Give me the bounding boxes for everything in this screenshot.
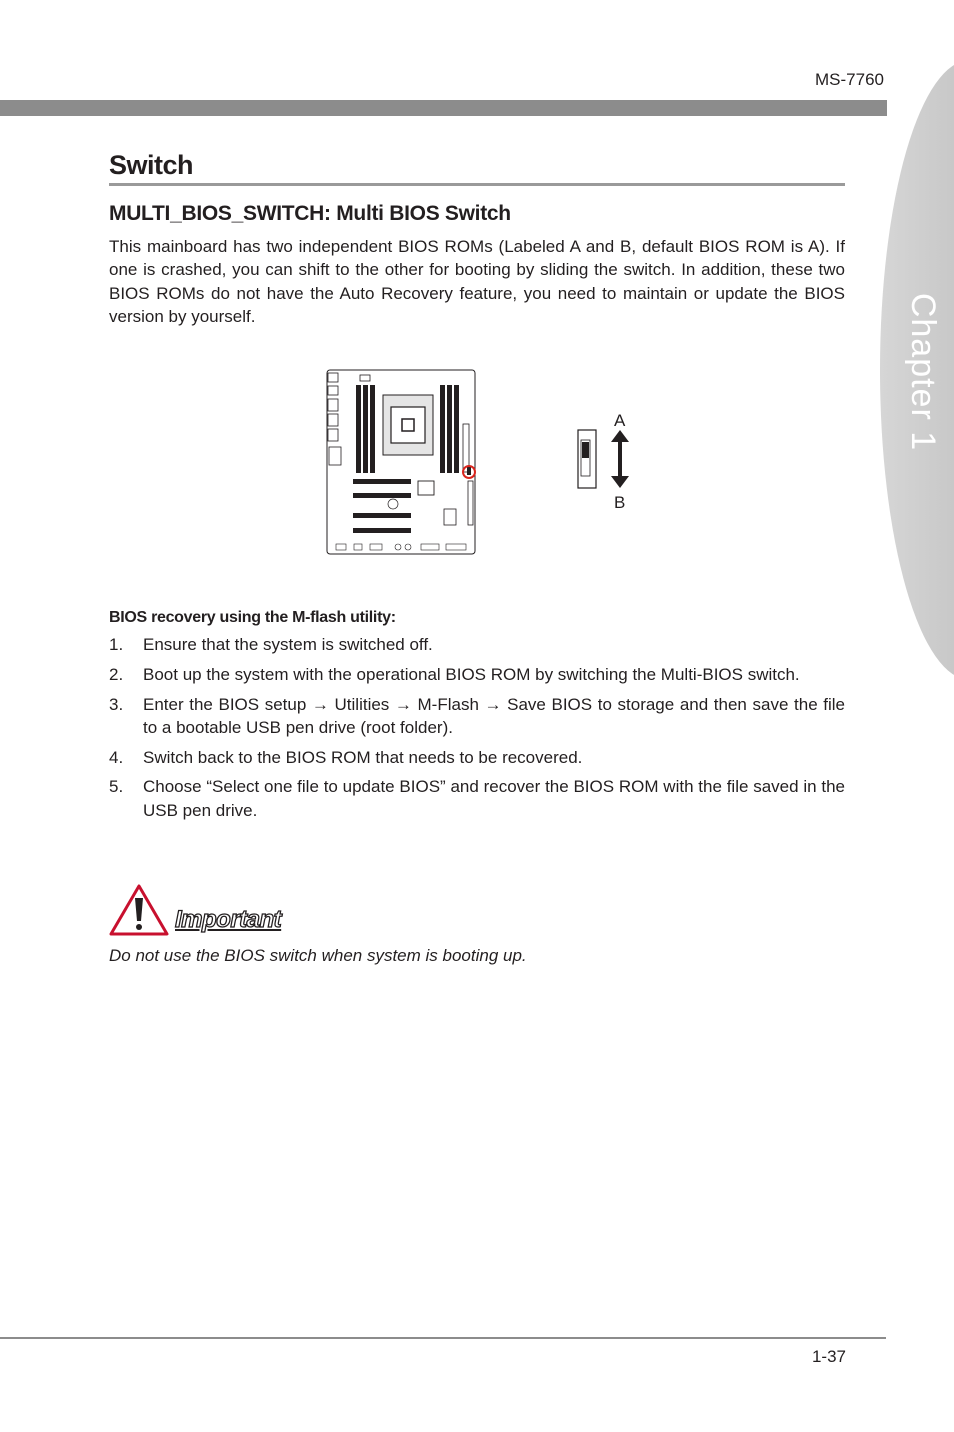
recovery-title: BIOS recovery using the M-flash utility: <box>109 609 396 626</box>
step-number: 3. <box>109 694 124 714</box>
step-text: Enter the BIOS setup → Utilities → M-Flash → Save BIOS to storage and then save the file to a bootable USB pen drive (root folder). <box>143 694 845 737</box>
important-note: Do not use the BIOS switch when system is booting up. <box>109 946 527 965</box>
page-number: 1-37 <box>811 1347 846 1366</box>
recovery-step <box>109 746 845 769</box>
step-text: Boot up the system with the operational BIOS ROM by switching the Multi-BIOS switch. <box>143 664 800 684</box>
switch-ab-diagram <box>576 406 636 512</box>
step-text: Switch back to the BIOS ROM that needs to be recovered. <box>143 747 583 767</box>
model-number: MS-7760 <box>815 70 884 89</box>
recovery-step <box>109 663 845 686</box>
important-heading: Important <box>175 906 282 933</box>
header-bar <box>0 100 887 116</box>
step-text: Choose “Select one file to update BIOS” and recover the BIOS ROM with the file saved in the USB pen drive. <box>143 777 845 820</box>
recovery-step <box>109 693 845 740</box>
step-text: Ensure that the system is switched off. <box>143 635 433 654</box>
section-description: This mainboard has two independent BIOS ROMs (Labeled A and B, default BIOS ROM is A). If one is crashed, you can shift to the other for booting by sliding the switch. In addition, these two BIOS ROMs do not have the Auto Recovery feature, you need to maintain or update the BIOS version by yourself. <box>109 237 845 326</box>
recovery-step <box>109 775 845 822</box>
step-number: 5. <box>109 777 124 797</box>
recovery-steps <box>109 633 845 829</box>
step-number: 1. <box>109 635 124 654</box>
switch-label-b: B <box>614 493 626 512</box>
bios-switch-marker <box>467 467 471 475</box>
footer-line <box>0 1337 886 1339</box>
chapter-label: Chapter 1 <box>904 292 942 452</box>
switch-slider <box>582 442 589 458</box>
motherboard-diagram <box>326 369 476 555</box>
step-number: 4. <box>109 747 124 767</box>
section-title: Switch <box>109 150 845 186</box>
switch-label-a: A <box>614 411 626 430</box>
double-arrow-icon <box>611 430 629 488</box>
warning-icon <box>108 883 170 937</box>
step-number: 2. <box>109 664 124 684</box>
section-subtitle: MULTI_BIOS_SWITCH: Multi BIOS Switch <box>109 202 511 225</box>
recovery-step <box>109 633 845 656</box>
